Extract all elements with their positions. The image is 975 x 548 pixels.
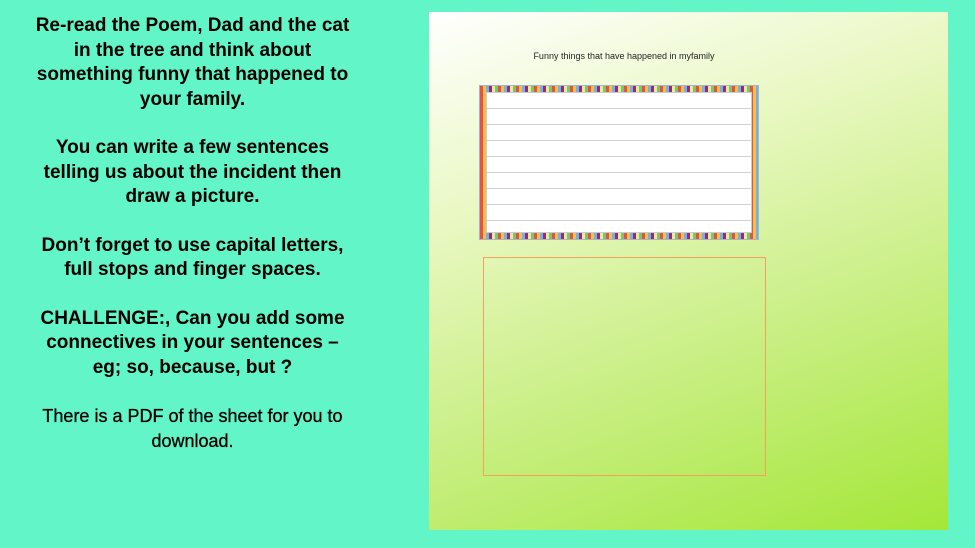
instruction-punctuation: Don’t forget to use capital letters, full stops and finger spaces.: [41, 234, 344, 280]
writing-area-frame: [479, 85, 759, 240]
drawing-area: [483, 257, 766, 476]
instruction-reread: Re-read the Poem, Dad and the cat in the tree and think about something funny that happened to your family.: [35, 15, 350, 110]
instructions-panel: [30, 14, 355, 453]
worksheet-preview: [429, 12, 948, 530]
instruction-pdf-note: There is a PDF of the sheet for you to download.: [42, 406, 343, 451]
instruction-challenge: CHALLENGE:, Can you add some connectives in your sentences – eg; so, because, but ?: [40, 307, 345, 378]
instruction-write: You can write a few sentences telling us about the incident then draw a picture.: [43, 137, 342, 207]
writing-lines: [486, 92, 752, 233]
worksheet-title: Funny things that have happened in myfamily: [533, 51, 715, 61]
